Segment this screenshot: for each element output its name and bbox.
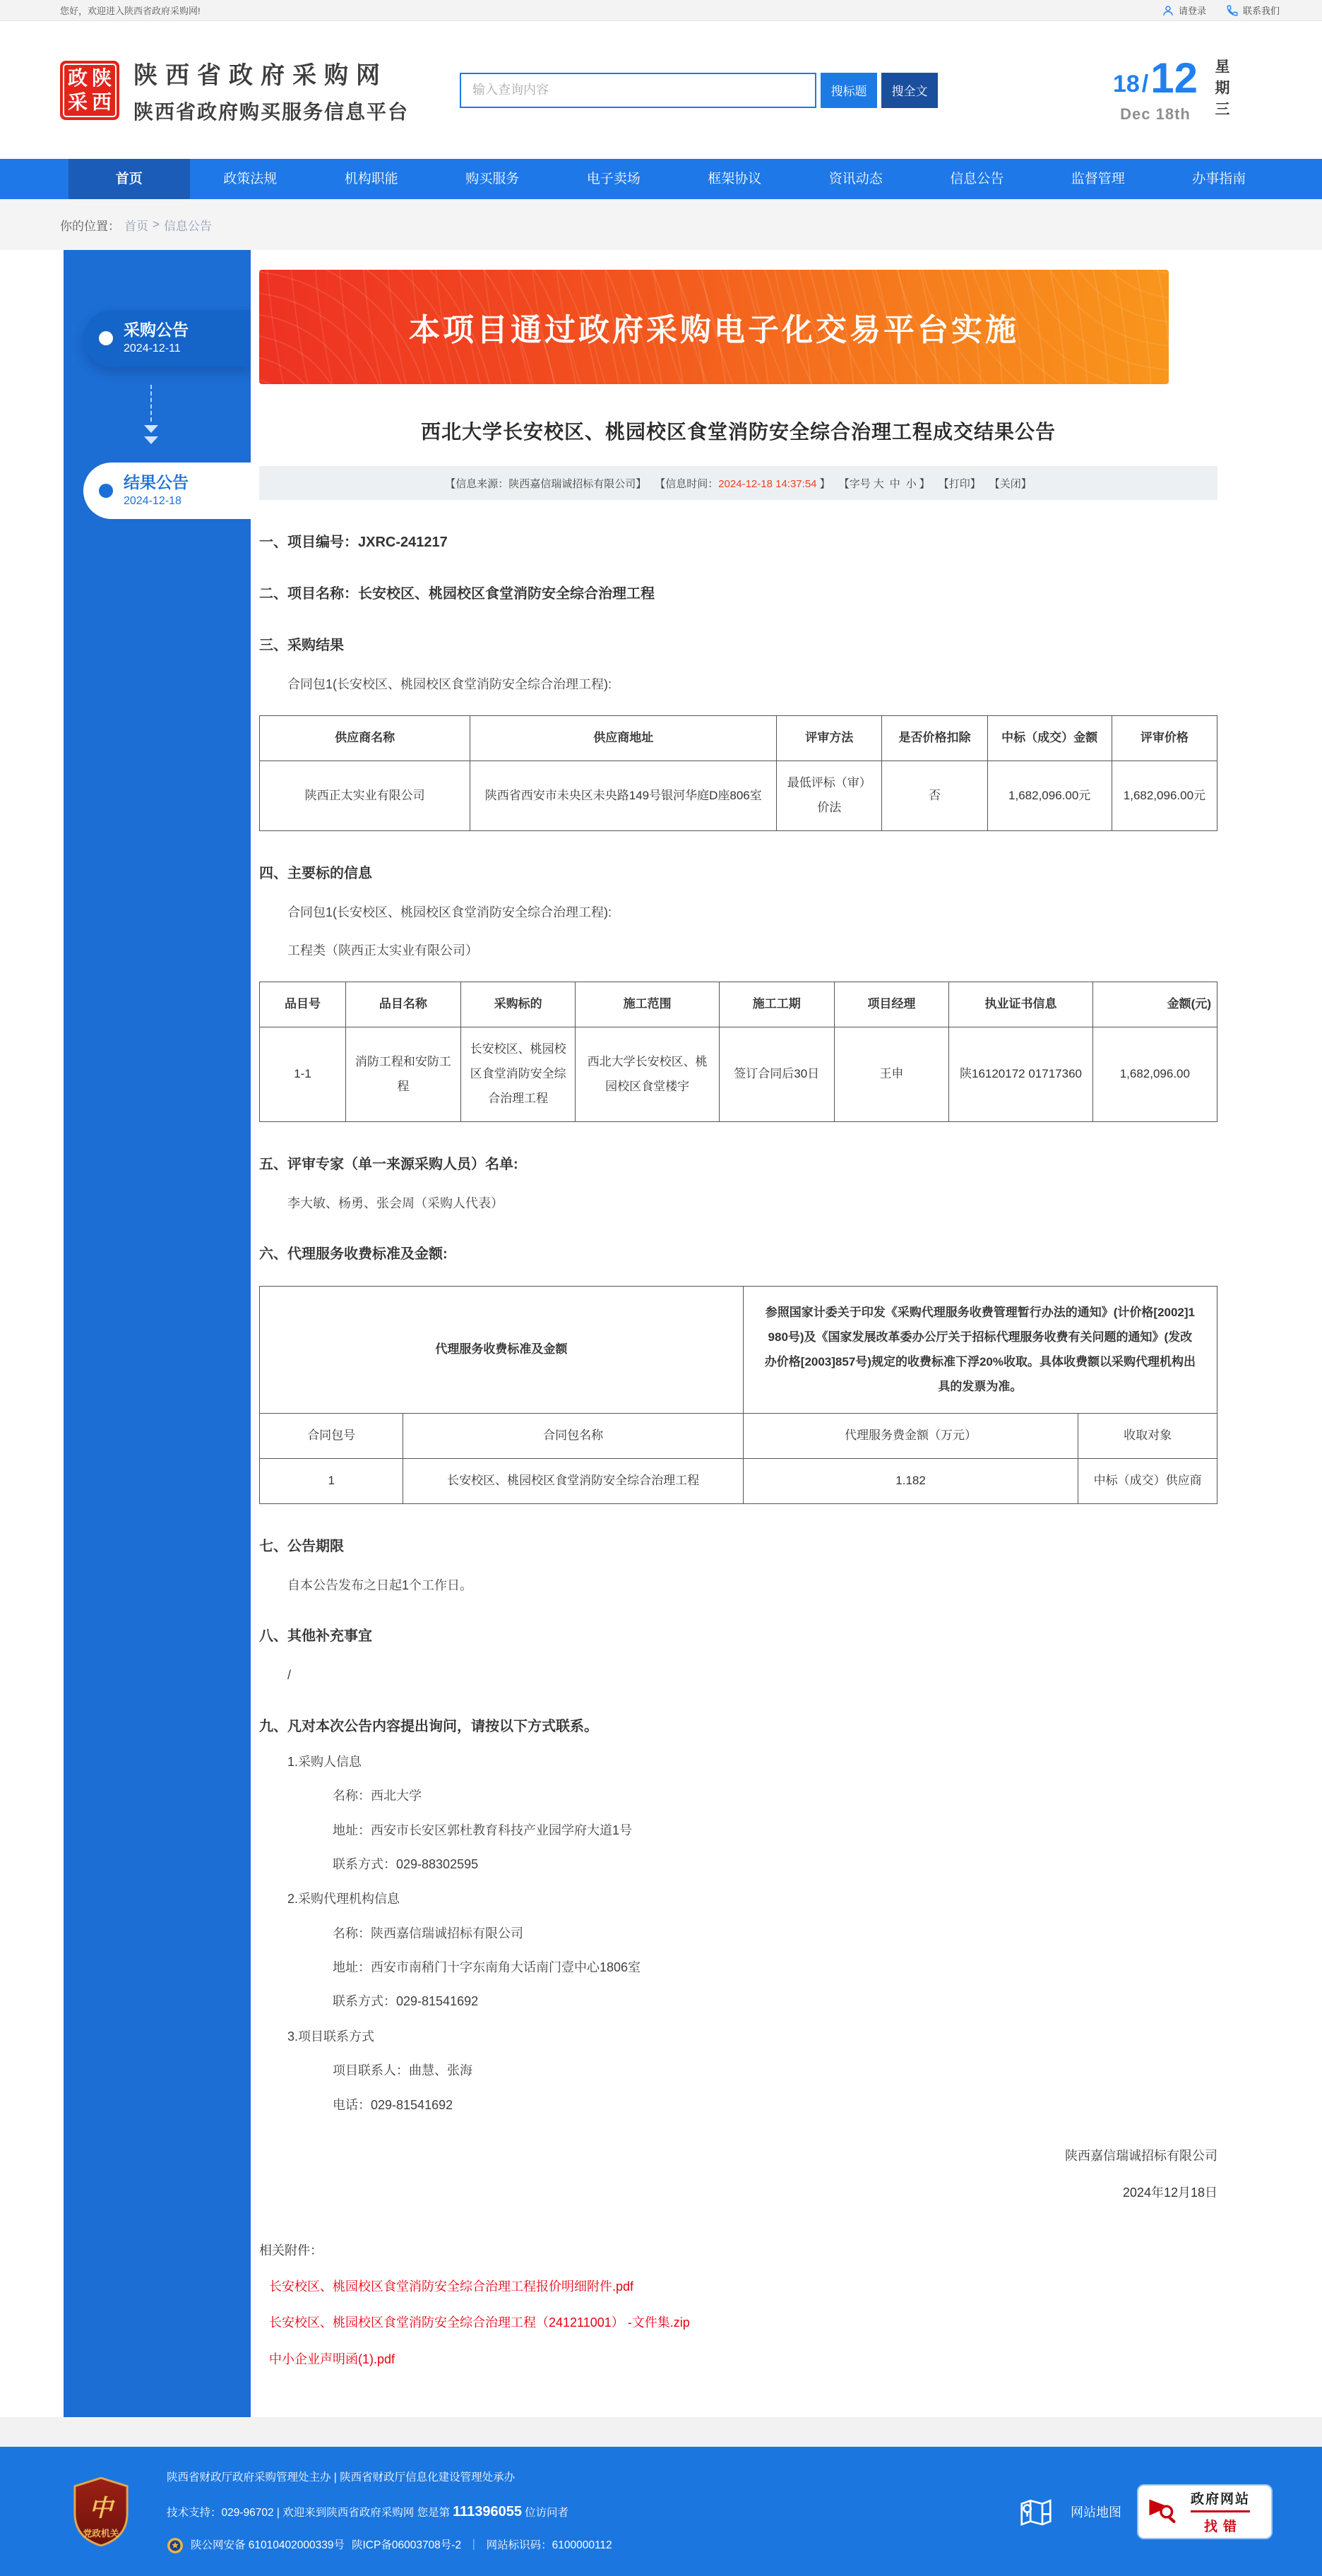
- meta-time-label: 【信息时间：: [655, 477, 719, 490]
- contact-line: 2.采购代理机构信息: [287, 1892, 400, 1907]
- contact-line: 地址：西安市南稍门十字东南角大话南门壹中心1806室: [333, 1960, 641, 1975]
- col-header: 金额(元): [1092, 982, 1217, 1027]
- seal-char: 西: [91, 90, 112, 113]
- col-header: 评审价格: [1112, 716, 1217, 761]
- footer-support-line: [167, 2493, 612, 2531]
- sidebar-item-procurement-notice[interactable]: [83, 310, 251, 366]
- nav-item-policies[interactable]: 政策法规: [223, 172, 278, 186]
- section-5-heading: 五、评审专家（单一来源采购人员）名单:: [259, 1156, 518, 1172]
- meta-fontsize-close: 】: [919, 477, 930, 490]
- timeline-dot-icon: [99, 331, 113, 345]
- table-row: [260, 761, 1217, 831]
- font-size-small-button[interactable]: 小: [905, 477, 917, 490]
- col-header: 品目名称: [346, 982, 461, 1027]
- cell-project-manager: 王申: [834, 1027, 949, 1122]
- map-icon[interactable]: [1017, 2493, 1055, 2531]
- site-header: [0, 21, 1322, 159]
- col-header: 供应商名称: [260, 716, 470, 761]
- contact-line: 地址：西安市长安区郭杜教育科技产业园学府大道1号: [333, 1823, 633, 1837]
- login-link[interactable]: [1162, 4, 1206, 17]
- breadcrumb-row: [0, 199, 1322, 250]
- search-bar: [460, 73, 938, 108]
- cell-review-method: 最低评标（审）价法: [777, 761, 882, 831]
- contact-line: 名称：西北大学: [333, 1789, 422, 1803]
- section-7-heading: 七、公告期限: [259, 1539, 344, 1555]
- procurement-result-table: [259, 715, 1217, 831]
- breadcrumb-current[interactable]: 信息公告: [163, 219, 212, 233]
- project-type-line: 工程类（陕西正太实业有限公司）: [287, 943, 478, 958]
- section-4-heading: 四、主要标的信息: [259, 865, 372, 881]
- contact-line: 3.项目联系方式: [287, 2029, 375, 2044]
- contact-line: 名称：陕西嘉信瑞诚招标有限公司: [333, 1926, 523, 1940]
- section-6-heading: 六、代理服务收费标准及金额:: [259, 1246, 448, 1263]
- font-size-medium-button[interactable]: 中: [889, 477, 900, 490]
- attachment-link-quote-pdf[interactable]: 长安校区、桃园校区食堂消防安全综合治理工程报价明细附件.pdf: [269, 2279, 634, 2294]
- footer-beian-line: [167, 2531, 612, 2560]
- contact-line: 联系方式：029-88302595: [333, 1856, 479, 1871]
- cell-supplier-name: 陕西正太实业有限公司: [260, 761, 470, 831]
- nav-item-functions[interactable]: 机构职能: [344, 172, 398, 186]
- table-header-row: [260, 1414, 1217, 1459]
- cell-fee-payer: 中标（成交）供应商: [1078, 1459, 1217, 1504]
- sitemap-link[interactable]: 网站地图: [1071, 2505, 1121, 2520]
- sidebar-item-date: 2024-12-18: [124, 495, 181, 507]
- meta-time-value: 2024-12-18 14:37:54: [718, 477, 817, 490]
- nav-item-supervision[interactable]: 监督管理: [1071, 172, 1125, 186]
- col-header: 收取对象: [1078, 1414, 1217, 1459]
- icp-beian-link[interactable]: 陕ICP备06003708号-2: [352, 2539, 462, 2551]
- logo-seal-icon: [60, 61, 119, 120]
- cell-construction-scope: 西北大学长安校区、桃园校区食堂楼宇: [576, 1027, 719, 1122]
- article-meta-bar: [259, 466, 1217, 500]
- close-button[interactable]: 【关闭】: [989, 477, 1032, 490]
- article-content: [251, 250, 1280, 2417]
- date-weekday: 星期三: [1213, 58, 1229, 122]
- gongan-beian-link[interactable]: 陕公网安备 61010402000339号: [191, 2539, 345, 2551]
- meta-source: 【信息来源：陕西嘉信瑞诚招标有限公司】: [445, 477, 647, 490]
- col-header: 执业证书信息: [949, 982, 1092, 1027]
- contact-line: 项目联系人：曲慧、张海: [333, 2063, 472, 2078]
- notice-period-line: 自本公告发布之日起1个工作日。: [287, 1578, 473, 1593]
- contact-label: 联系我们: [1242, 6, 1280, 16]
- cell-review-price: 1,682,096.00元: [1112, 761, 1217, 831]
- topbar-actions: [1162, 4, 1280, 17]
- table-row: [260, 1459, 1217, 1504]
- signature-company: 陕西嘉信瑞诚招标有限公司: [1065, 2149, 1217, 2164]
- supplement-line: /: [287, 1668, 292, 1683]
- date-widget: [1112, 54, 1280, 124]
- col-header: 品目号: [260, 982, 346, 1027]
- site-error-badge[interactable]: [1137, 2484, 1273, 2539]
- col-header: 施工范围: [576, 982, 719, 1027]
- breadcrumb-home[interactable]: 首页: [124, 219, 148, 233]
- cell-package-no: 1: [260, 1459, 403, 1504]
- seal-char: 采: [67, 90, 88, 113]
- date-separator: /: [1141, 70, 1149, 97]
- cell-license-info: 陕16120172 01717360: [949, 1027, 1092, 1122]
- pre-footer-strip: [0, 2417, 1322, 2447]
- nav-item-news[interactable]: 资讯动态: [828, 172, 883, 186]
- cell-supplier-address: 陕西省西安市未央区未央路149号银河华庭D座806室: [470, 761, 777, 831]
- welcome-text: 您好，欢迎进入陕西省政府采购网!: [60, 6, 201, 16]
- visitor-count: 111396055: [453, 2503, 522, 2520]
- footer-support-prefix: 技术支持：029-96702 | 欢迎来到陕西省政府采购网 您是第: [167, 2506, 451, 2519]
- site-title: 陕西省政府采购网: [133, 61, 388, 89]
- attachment-link-sme-declaration-pdf[interactable]: 中小企业声明函(1).pdf: [269, 2351, 395, 2366]
- police-badge-icon: [167, 2537, 184, 2554]
- attachment-link-fileset-zip[interactable]: 长安校区、桃园校区食堂消防安全综合治理工程（241211001） -文件集.zip: [269, 2315, 690, 2330]
- cell-amount: 1,682,096.00: [1092, 1027, 1217, 1122]
- col-header: 代理服务费金额（万元）: [743, 1414, 1078, 1459]
- breadcrumb-separator: >: [153, 217, 160, 231]
- search-title-button[interactable]: 搜标题: [821, 73, 877, 108]
- contact-line: 联系方式：029-81541692: [333, 1994, 479, 2009]
- col-header: 中标（成交）金额: [987, 716, 1112, 761]
- footer: [0, 2447, 1322, 2576]
- footer-text: [167, 2463, 612, 2560]
- col-header: 供应商地址: [470, 716, 777, 761]
- flag-magnifier-icon: [1147, 2496, 1184, 2527]
- breadcrumb-prefix: 你的位置：: [60, 219, 120, 233]
- col-header: 合同包名称: [403, 1414, 743, 1459]
- meta-time-group: [655, 476, 830, 491]
- eproc-platform-banner: [259, 270, 1169, 384]
- nav-item-framework-agreement[interactable]: 框架协议: [708, 172, 762, 186]
- site-code: 网站标识码：6100000112: [486, 2539, 612, 2551]
- cell-fee-standard-desc: 参照国家计委关于印发《采购代理服务收费管理暂行办法的通知》(计价格[2002]1980号)及《国家发展改革委办公厅关于招标代理服务收费有关问题的通知》(发改办价格[2003]857号)规定的收费标准下浮20%收取。具体收费额以采购代理机构出具的发票为准。: [743, 1287, 1217, 1414]
- article-title: 西北大学长安校区、桃园校区食堂消防安全综合治理工程成交结果公告: [420, 421, 1056, 443]
- sidebar-item-date: 2024-12-11: [124, 342, 181, 354]
- site-subtitle: 陕西省政府购买服务信息平台: [133, 100, 410, 123]
- nav-item-home[interactable]: 首页: [69, 159, 190, 199]
- col-header: 合同包号: [260, 1414, 403, 1459]
- main-area: [42, 250, 1280, 2417]
- svg-text:中: 中: [89, 2495, 113, 2522]
- table-row: [260, 1027, 1217, 1122]
- seal-char: 陕: [91, 66, 112, 89]
- cell-price-deduction: 否: [882, 761, 987, 831]
- footer-divider: ｜: [468, 2539, 480, 2551]
- attachments-section: [259, 2241, 1217, 2368]
- error-badge-line2: 找错: [1204, 2519, 1243, 2534]
- cell-package-name: 长安校区、桃园校区食堂消防安全综合治理工程: [403, 1459, 743, 1504]
- timeline-dot-icon: [99, 484, 113, 498]
- nav-item-guide[interactable]: 办事指南: [1192, 172, 1246, 186]
- cell-procurement-subject: 长安校区、桃园校区食堂消防安全综合治理工程: [460, 1027, 576, 1122]
- date-numbers: [1112, 54, 1198, 124]
- seal-char: 政: [67, 66, 88, 89]
- footer-support-suffix: 位访问者: [524, 2506, 568, 2519]
- search-fulltext-button[interactable]: 搜全文: [881, 73, 938, 108]
- print-button[interactable]: 【打印】: [938, 477, 981, 490]
- nav-item-announcements[interactable]: 信息公告: [950, 172, 1004, 186]
- signature-date: 2024年12月18日: [1122, 2186, 1217, 2200]
- section-2-heading: 二、项目名称：长安校区、桃园校区食堂消防安全综合治理工程: [259, 586, 655, 602]
- error-badge-texts: [1191, 2488, 1250, 2535]
- cell-agency-fee: 1.182: [743, 1459, 1078, 1504]
- section-8-heading: 八、其他补充事宜: [259, 1628, 372, 1645]
- table-header-row: [260, 982, 1217, 1027]
- section-9-heading: 九、凡对本次公告内容提出询问，请按以下方式联系。: [259, 1718, 598, 1734]
- attachments-label: 相关附件：: [259, 2243, 323, 2258]
- site-names: [133, 56, 409, 125]
- cell-award-amount: 1,682,096.00元: [987, 761, 1112, 831]
- cell-item-name: 消防工程和安防工程: [346, 1027, 461, 1122]
- person-icon: [1162, 4, 1174, 17]
- col-header: 是否价格扣除: [882, 716, 987, 761]
- party-gov-emblem-icon: [71, 2476, 131, 2548]
- contract-package-line: 合同包1(长安校区、桃园校区食堂消防安全综合治理工程):: [287, 905, 612, 919]
- meta-fontsize-group: [839, 476, 930, 491]
- arrow-down-icon: [144, 385, 158, 444]
- date-day: 18: [1112, 70, 1140, 97]
- error-badge-line1: 政府网站: [1191, 2488, 1250, 2512]
- main-nav: [0, 159, 1322, 199]
- nav-item-e-mall[interactable]: 电子卖场: [586, 172, 641, 186]
- search-input[interactable]: [460, 73, 816, 108]
- phone-icon: [1226, 4, 1239, 17]
- cell-item-no: 1-1: [260, 1027, 346, 1122]
- signature-block: [259, 2146, 1217, 2201]
- font-size-large-button[interactable]: 大: [873, 477, 884, 490]
- subject-matter-table: [259, 982, 1217, 1121]
- sidebar-item-label: 采购公告: [124, 321, 189, 339]
- experts-list-line: 李大敏、杨勇、张会周（采购人代表）: [287, 1195, 504, 1210]
- site-logo[interactable]: [60, 56, 409, 125]
- table-header-row: [260, 716, 1217, 761]
- table-row: [260, 1287, 1217, 1414]
- date-english: Dec 18th: [1120, 105, 1191, 123]
- section-3-heading: 三、采购结果: [259, 638, 344, 653]
- contact-link[interactable]: [1226, 4, 1280, 17]
- col-header: 采购标的: [460, 982, 576, 1027]
- section-1-heading: 一、项目编号：JXRC-241217: [259, 535, 448, 550]
- nav-item-purchase-services[interactable]: 购买服务: [465, 172, 520, 186]
- sidebar-item-result-notice[interactable]: [83, 463, 251, 519]
- topbar: [0, 0, 1322, 21]
- contact-line: 电话：029-81541692: [333, 2097, 453, 2112]
- meta-fontsize-label: 【字号: [838, 477, 871, 490]
- cell-construction-period: 签订合同后30日: [719, 1027, 834, 1122]
- col-header: 施工工期: [719, 982, 834, 1027]
- svg-text:党政机关: 党政机关: [83, 2528, 119, 2539]
- breadcrumb: [42, 199, 1280, 250]
- sidebar-item-label: 结果公告: [124, 473, 189, 491]
- banner-text: 本项目通过政府采购电子化交易平台实施: [409, 313, 1019, 347]
- footer-right: [1017, 2484, 1280, 2539]
- login-label: 请登录: [1178, 6, 1206, 16]
- col-header: 评审方法: [777, 716, 882, 761]
- col-header: 项目经理: [834, 982, 949, 1027]
- date-month: 12: [1150, 54, 1198, 102]
- timeline-sidebar: [64, 250, 251, 2417]
- contract-package-line: 合同包1(长安校区、桃园校区食堂消防安全综合治理工程):: [287, 677, 612, 691]
- cell-fee-standard-title: 代理服务收费标准及金额: [260, 1287, 744, 1414]
- meta-time-close: 】: [816, 477, 830, 490]
- footer-host-line: 陕西省财政厅政府采购管理处主办 | 陕西省财政厅信息化建设管理处承办: [167, 2471, 516, 2483]
- contact-line: 1.采购人信息: [287, 1754, 362, 1769]
- agency-fee-table: [259, 1286, 1217, 1504]
